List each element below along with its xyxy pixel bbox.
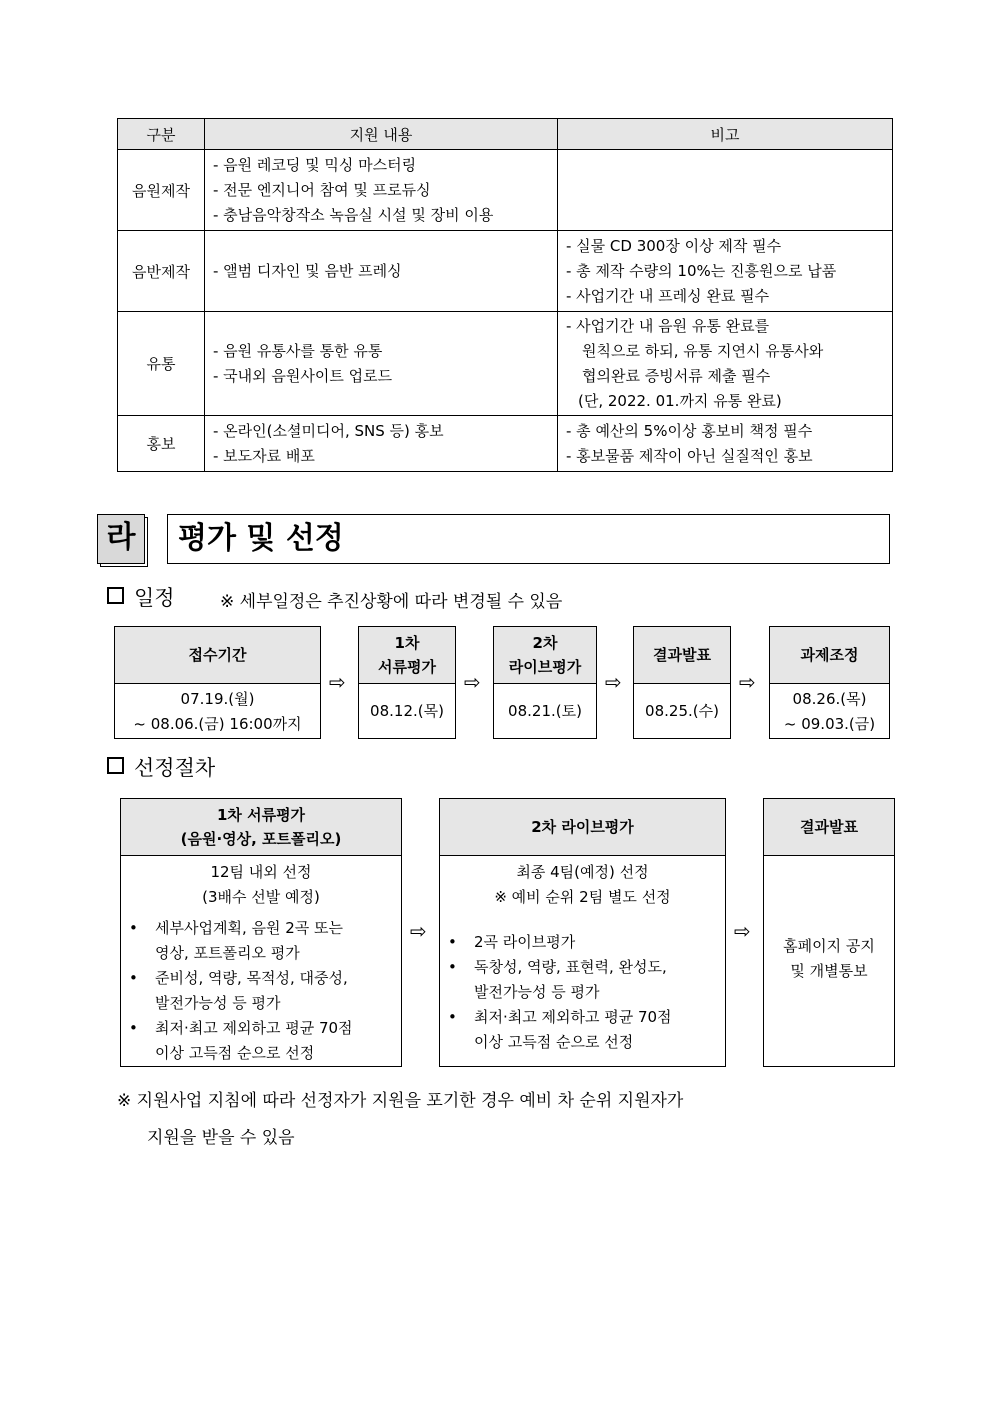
selection-stage-document	[120, 798, 402, 1067]
stage-bullets	[121, 916, 401, 1066]
bullet-item	[121, 1016, 401, 1066]
stage-title	[440, 799, 725, 856]
selection-stage-result	[763, 798, 895, 1067]
note-line: (단, 2022. 01.까지 유통 완료)	[578, 391, 782, 410]
arrow-right-icon: ⇨	[464, 670, 481, 694]
footnote-line: ※ 지원사업 지침에 따라 선정자가 지원을 포기한 경우 예비 차 순위 지원자가	[117, 1091, 684, 1111]
checkbox-square-icon	[107, 757, 124, 774]
bullet-line: 최저·최고 제외하고 평균 70점	[474, 1008, 672, 1026]
row-content	[205, 150, 558, 231]
summary-line: (3배수 선발 예정)	[202, 888, 320, 906]
selection-heading	[107, 752, 215, 782]
header-content: 지원 내용	[205, 119, 558, 150]
stage-summary	[440, 856, 725, 910]
content-line: - 음원 레코딩 및 믹싱 마스터링	[213, 155, 417, 174]
checkbox-square-icon	[107, 587, 124, 604]
note-line: - 사업기간 내 프레싱 완료 필수	[566, 286, 770, 305]
table-row	[118, 416, 893, 472]
arrow-right-icon: ⇨	[605, 670, 622, 694]
bullet-item	[440, 955, 725, 1005]
step-date-line: 08.25.(수)	[645, 702, 719, 720]
bullet-line: 영상, 포트폴리오 평가	[155, 944, 300, 962]
selection-stage-live	[439, 798, 726, 1067]
arrow-right-icon: ⇨	[410, 919, 427, 943]
step-date-line: ~ 09.03.(금)	[783, 714, 876, 733]
content-line: - 음원 유통사를 통한 유통	[213, 341, 383, 360]
note-line: 협의완료 증빙서류 제출 필수	[582, 366, 771, 385]
bullet-icon: •	[129, 969, 138, 987]
summary-line: 및 개별통보	[790, 962, 868, 980]
note-line: 원칙으로 하되, 유통 지연시 유통사와	[582, 341, 824, 360]
header-category: 구분	[118, 119, 205, 150]
stage-title-line: 2차 라이브평가	[531, 818, 634, 836]
stage-summary	[121, 856, 401, 910]
step-title	[770, 627, 889, 684]
bullet-line: 독창성, 역량, 표현력, 완성도,	[474, 958, 667, 976]
note-line: - 총 예산의 5%이상 홍보비 책정 필수	[566, 421, 813, 440]
schedule-step-live	[493, 626, 597, 739]
schedule-step-receipt	[114, 626, 321, 739]
stage-title	[764, 799, 894, 856]
step-date-line: 08.12.(목)	[370, 702, 444, 720]
bullet-line: 이상 고득점 순으로 선정	[474, 1033, 634, 1051]
table-header-row	[118, 119, 893, 150]
bullet-item	[440, 1005, 725, 1055]
arrow-right-icon: ⇨	[739, 670, 756, 694]
stage-bullets	[440, 930, 725, 1055]
stage-summary	[764, 934, 894, 984]
content-line: - 앨범 디자인 및 음반 프레싱	[213, 261, 402, 280]
bullet-line: 최저·최고 제외하고 평균 70점	[155, 1019, 353, 1037]
row-content	[205, 416, 558, 472]
summary-line: ※ 예비 순위 2팀 별도 선정	[494, 888, 671, 906]
step-title-line: 과제조정	[800, 646, 859, 664]
selection-heading-text: 선정절차	[134, 756, 216, 780]
schedule-heading	[107, 582, 175, 612]
footnote-line: 지원을 받을 수 있음	[147, 1128, 295, 1148]
note-line: - 총 제작 수량의 10%는 진흥원으로 납품	[566, 261, 837, 280]
step-title-line: 접수기간	[188, 646, 247, 664]
stage-title-line: 1차 서류평가	[216, 806, 306, 824]
bullet-line: 발전가능성 등 평가	[155, 994, 281, 1012]
step-title	[115, 627, 320, 684]
row-content	[205, 312, 558, 416]
note-line: - 사업기간 내 음원 유통 완료를	[566, 316, 770, 335]
step-date-line: 08.21.(토)	[508, 702, 582, 720]
step-date	[494, 684, 596, 739]
row-note	[558, 150, 893, 231]
row-category: 유통	[118, 312, 205, 416]
support-table	[117, 118, 893, 472]
bullet-icon: •	[448, 958, 457, 976]
content-line: - 국내외 음원사이트 업로드	[213, 366, 393, 385]
bullet-line: 세부사업계획, 음원 2곡 또는	[155, 919, 344, 937]
bullet-line: 발전가능성 등 평가	[474, 983, 600, 1001]
step-date	[359, 684, 455, 739]
summary-line: 최종 4팀(예정) 선정	[516, 863, 649, 881]
bullet-item	[121, 916, 401, 966]
row-category: 음원제작	[118, 150, 205, 231]
step-date-line: 07.19.(월)	[180, 689, 255, 708]
step-date	[770, 684, 889, 739]
header-note: 비고	[558, 119, 893, 150]
content-line: - 충남음악창작소 녹음실 시설 및 장비 이용	[213, 205, 494, 224]
schedule-step-adjust	[769, 626, 890, 739]
content-line: - 온라인(소셜미디어, SNS 등) 홍보	[213, 421, 444, 440]
stage-title-line: 결과발표	[800, 818, 858, 836]
step-title-line: 1차	[394, 634, 420, 652]
bullet-line: 이상 고득점 순으로 선정	[155, 1044, 315, 1062]
content-line: - 전문 엔지니어 참여 및 프로듀싱	[213, 180, 431, 199]
row-content	[205, 231, 558, 312]
bullet-line: 2곡 라이브평가	[474, 933, 576, 951]
bullet-item	[440, 930, 725, 955]
bullet-icon: •	[129, 1019, 138, 1037]
step-title-line: 라이브평가	[508, 658, 582, 676]
stage-title	[121, 799, 401, 856]
step-title	[634, 627, 730, 684]
step-title-line: 서류평가	[378, 658, 436, 676]
note-line: - 실물 CD 300장 이상 제작 필수	[566, 236, 782, 255]
step-date	[634, 684, 730, 739]
arrow-right-icon: ⇨	[734, 919, 751, 943]
step-date-line: 08.26.(목)	[792, 689, 867, 708]
schedule-step-result	[633, 626, 731, 739]
table-row	[118, 150, 893, 231]
summary-line: 홈페이지 공지	[783, 937, 875, 955]
row-note	[558, 312, 893, 416]
section-letter: 라	[97, 514, 145, 564]
row-category: 홍보	[118, 416, 205, 472]
schedule-note: ※ 세부일정은 추진상황에 따라 변경될 수 있음	[220, 592, 563, 612]
bullet-icon: •	[448, 933, 457, 951]
table-row	[118, 312, 893, 416]
step-title	[359, 627, 455, 684]
row-note	[558, 416, 893, 472]
section-title: 평가 및 선정	[167, 514, 890, 564]
schedule-heading-text: 일정	[134, 586, 175, 610]
row-note	[558, 231, 893, 312]
note-line: - 홍보물품 제작이 아닌 실질적인 홍보	[566, 446, 813, 465]
bullet-icon: •	[129, 919, 138, 937]
content-line: - 보도자료 배포	[213, 446, 315, 465]
arrow-right-icon: ⇨	[329, 670, 346, 694]
row-category: 음반제작	[118, 231, 205, 312]
schedule-step-document	[358, 626, 456, 739]
bullet-icon: •	[448, 1008, 457, 1026]
bullet-item	[121, 966, 401, 1016]
step-date	[115, 684, 320, 739]
step-title-line: 2차	[532, 634, 558, 652]
step-title-line: 결과발표	[653, 646, 711, 664]
step-title	[494, 627, 596, 684]
step-date-line: ~ 08.06.(금) 16:00까지	[133, 714, 302, 733]
table-row	[118, 231, 893, 312]
stage-title-line: (음원·영상, 포트폴리오)	[180, 830, 342, 848]
bullet-line: 준비성, 역량, 목적성, 대중성,	[155, 969, 348, 987]
summary-line: 12팀 내외 선정	[210, 863, 312, 881]
